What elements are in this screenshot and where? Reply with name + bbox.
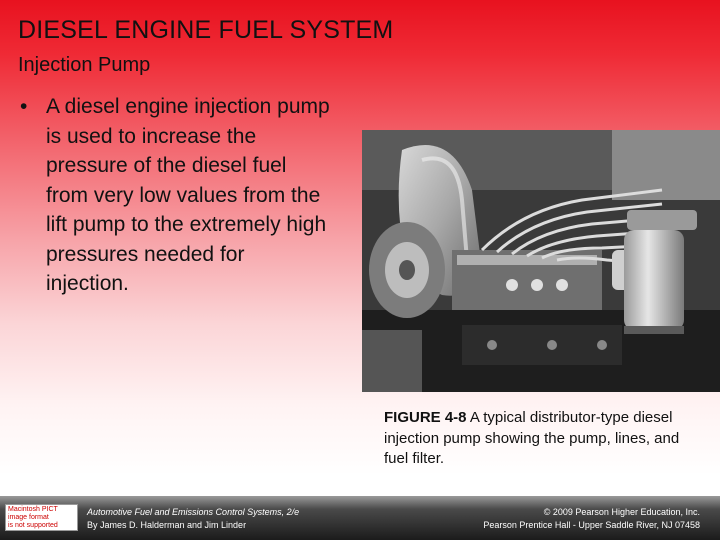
book-title: Automotive Fuel and Emissions Control Systems, 2/e [87,507,300,517]
slide-title: DIESEL ENGINE FUEL SYSTEM [18,16,394,44]
book-authors: By James D. Halderman and Jim Linder [87,520,247,530]
copyright-text: © 2009 Pearson Higher Education, Inc. [543,507,700,517]
footer-book-info [87,506,299,532]
bullet-item [20,92,330,299]
injection-pump-illustration [362,130,720,392]
bullet-text: A diesel engine injection pump is used to increase the pressure of the diesel fuel from very low values from the lift pump to the extremely high pressures needed for injection. [46,95,330,295]
slide-subtitle: Injection Pump [18,54,151,76]
publisher-logo [5,504,78,531]
bullet-marker: • [20,95,28,118]
logo-line-1: Macintosh PICT [8,506,58,513]
figure-caption-text: A typical distributor-type diesel injection pump showing the pump, lines, and fuel filter. [384,409,680,467]
logo-line-3: is not supported [8,522,58,529]
publisher-text: Pearson Prentice Hall - Upper Saddle River, NJ 07458 [483,520,700,530]
figure-caption [384,408,684,470]
logo-line-2: image format [8,514,49,521]
figure-label: FIGURE 4-8 [384,409,467,426]
engine-photo [362,130,720,392]
footer-bar [0,496,720,540]
footer-copyright [483,506,700,532]
